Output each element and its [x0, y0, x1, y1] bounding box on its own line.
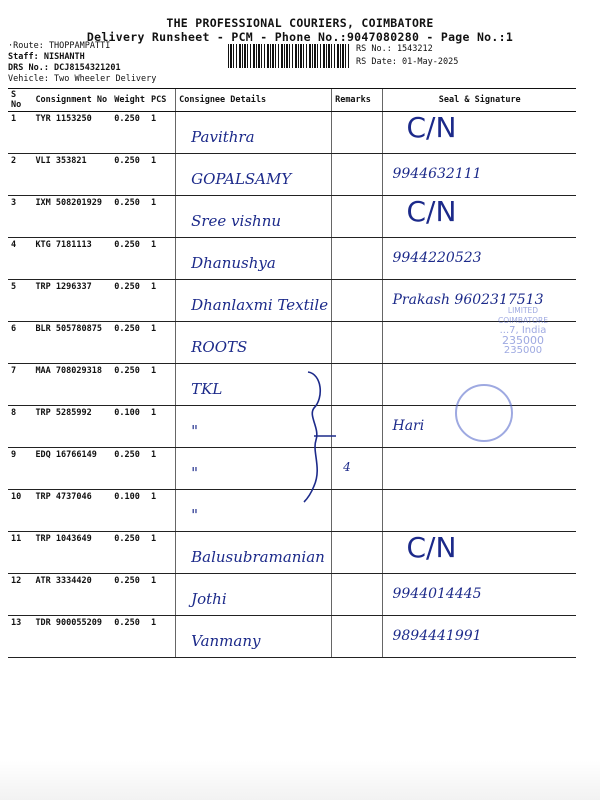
col-sno: S No — [8, 89, 32, 112]
row-consignee: TKL — [191, 380, 223, 398]
row-signature: 9944014445 — [392, 586, 482, 602]
row-weight: 0.250 — [114, 156, 140, 166]
row-weight: 0.250 — [114, 618, 140, 628]
row-weight: 0.250 — [114, 114, 140, 124]
row-weight: 0.250 — [114, 198, 140, 208]
row-weight: 0.250 — [114, 282, 140, 292]
round-seal-stamp — [455, 384, 513, 442]
table-row — [8, 616, 576, 658]
row-signature: Prakash 9602317513 — [392, 292, 544, 308]
table-row — [8, 112, 576, 154]
header-company: THE PROFESSIONAL COURIERS, COIMBATORE — [166, 16, 434, 30]
row-signature: 9944632111 — [392, 166, 482, 182]
row-remarks: 4 — [343, 460, 351, 474]
row-weight: 0.250 — [114, 534, 140, 544]
row-pcs: 1 — [151, 240, 157, 250]
route-text: ·Route: THOPPAMPATTI — [8, 41, 111, 51]
staff-label: Staff: — [8, 52, 39, 62]
header-subtitle: Delivery Runsheet - PCM - Phone No.:9047080280 - Page No.:1 — [86, 30, 514, 44]
row-consignment-no: TRP 1043649 — [35, 534, 92, 544]
row-signature: Hari — [392, 418, 425, 434]
row-consignee: Dhanushya — [191, 254, 276, 272]
row-consignment-no: IXM 508201929 — [35, 198, 102, 208]
row-consignee: Vanmany — [191, 632, 261, 650]
row-weight: 0.250 — [114, 324, 140, 334]
row-consignee: " — [191, 464, 199, 482]
row-sno: 11 — [11, 534, 22, 544]
stamp-line-4: 235000 — [502, 334, 544, 347]
table-row — [8, 490, 576, 532]
row-sno: 7 — [11, 366, 17, 376]
row-consignment-no: TRP 5285992 — [35, 408, 92, 418]
meta-block-right — [356, 44, 458, 68]
row-consignment-no: ATR 3334420 — [35, 576, 92, 586]
table-row — [8, 448, 576, 490]
row-pcs: 1 — [151, 492, 157, 502]
row-pcs: 1 — [151, 576, 157, 586]
row-sno: 12 — [11, 576, 22, 586]
row-signature: 9894441991 — [392, 628, 482, 644]
row-consignment-no: TRP 1296337 — [35, 282, 92, 292]
row-sno: 6 — [11, 324, 17, 334]
row-consignment-no: MAA 708029318 — [35, 366, 102, 376]
table-row — [8, 532, 576, 574]
row-consignee: GOPALSAMY — [191, 170, 292, 188]
row-consignee: Balusubramanian — [191, 548, 325, 566]
col-consignee: Consignee Details — [176, 89, 332, 112]
row-pcs: 1 — [151, 366, 157, 376]
stamp-line-2: COIMBATORE — [498, 316, 548, 325]
company-stamp — [490, 306, 556, 384]
col-signature: Seal & Signature — [383, 89, 576, 112]
row-weight: 0.250 — [114, 240, 140, 250]
row-pcs: 1 — [151, 450, 157, 460]
stamp-line-1: LIMITED — [507, 306, 539, 315]
rs-date: RS Date: 01-May-2025 — [356, 57, 459, 67]
row-pcs: 1 — [151, 282, 157, 292]
table-row — [8, 196, 576, 238]
staff-row — [8, 52, 156, 63]
row-pcs: 1 — [151, 198, 157, 208]
row-consignee: Jothi — [191, 590, 227, 608]
row-pcs: 1 — [151, 534, 157, 544]
row-consignment-no: VLI 353821 — [35, 156, 87, 166]
row-sno: 9 — [11, 450, 17, 460]
row-consignment-no: TRP 4737046 — [35, 492, 92, 502]
col-consignment: Consignment No — [32, 89, 111, 112]
stamp-line-3: ...7, India — [499, 325, 547, 336]
row-sno: 1 — [11, 114, 17, 124]
row-consignee: Sree vishnu — [191, 212, 282, 230]
row-sno: 13 — [11, 618, 22, 628]
row-sno: 5 — [11, 282, 17, 292]
row-consignment-no: TYR 1153250 — [35, 114, 92, 124]
table-header-row — [8, 89, 576, 112]
staff-name: NISHANTH — [43, 52, 85, 62]
row-signature: 9944220523 — [392, 250, 482, 266]
barcode-image — [228, 44, 350, 68]
rs-number: RS No.: 1543212 — [356, 44, 433, 54]
row-consignee: " — [191, 422, 199, 440]
row-weight: 0.250 — [114, 450, 140, 460]
table-row — [8, 238, 576, 280]
scan-shadow — [0, 760, 600, 800]
meta-block-left — [8, 41, 156, 85]
row-consignee: " — [191, 506, 199, 524]
row-consignee: Pavithra — [191, 128, 255, 146]
row-sno: 2 — [11, 156, 17, 166]
col-pcs: PCS — [148, 89, 176, 112]
row-sno: 10 — [11, 492, 22, 502]
drs-number: DRS No.: DCJ8154321201 — [8, 63, 121, 73]
row-pcs: 1 — [151, 114, 157, 124]
col-remarks: Remarks — [332, 89, 383, 112]
row-weight: 0.250 — [114, 576, 140, 586]
row-sno: 3 — [11, 198, 17, 208]
row-consignment-no: BLR 505780875 — [35, 324, 102, 334]
row-consignment-no: TDR 900055209 — [35, 618, 102, 628]
table-row — [8, 574, 576, 616]
row-sno: 8 — [11, 408, 17, 418]
col-weight: Weight — [111, 89, 148, 112]
row-sno: 4 — [11, 240, 17, 250]
row-pcs: 1 — [151, 156, 157, 166]
vehicle-text: Vehicle: Two Wheeler Delivery — [8, 74, 157, 84]
row-signature: C/N — [406, 531, 457, 564]
row-consignee: ROOTS — [191, 338, 248, 356]
table-row — [8, 154, 576, 196]
row-pcs: 1 — [151, 408, 157, 418]
row-weight: 0.100 — [114, 408, 140, 418]
row-consignment-no: EDQ 16766149 — [35, 450, 97, 460]
bracket-mark — [300, 368, 350, 508]
row-consignment-no: KTG 7181113 — [35, 240, 92, 250]
row-weight: 0.100 — [114, 492, 140, 502]
row-weight: 0.250 — [114, 366, 140, 376]
stamp-line-5: 235000 — [503, 345, 543, 356]
row-signature: C/N — [406, 195, 457, 228]
row-signature: C/N — [406, 111, 457, 144]
row-pcs: 1 — [151, 324, 157, 334]
row-consignee: Dhanlaxmi Textile — [191, 296, 329, 314]
row-pcs: 1 — [151, 618, 157, 628]
